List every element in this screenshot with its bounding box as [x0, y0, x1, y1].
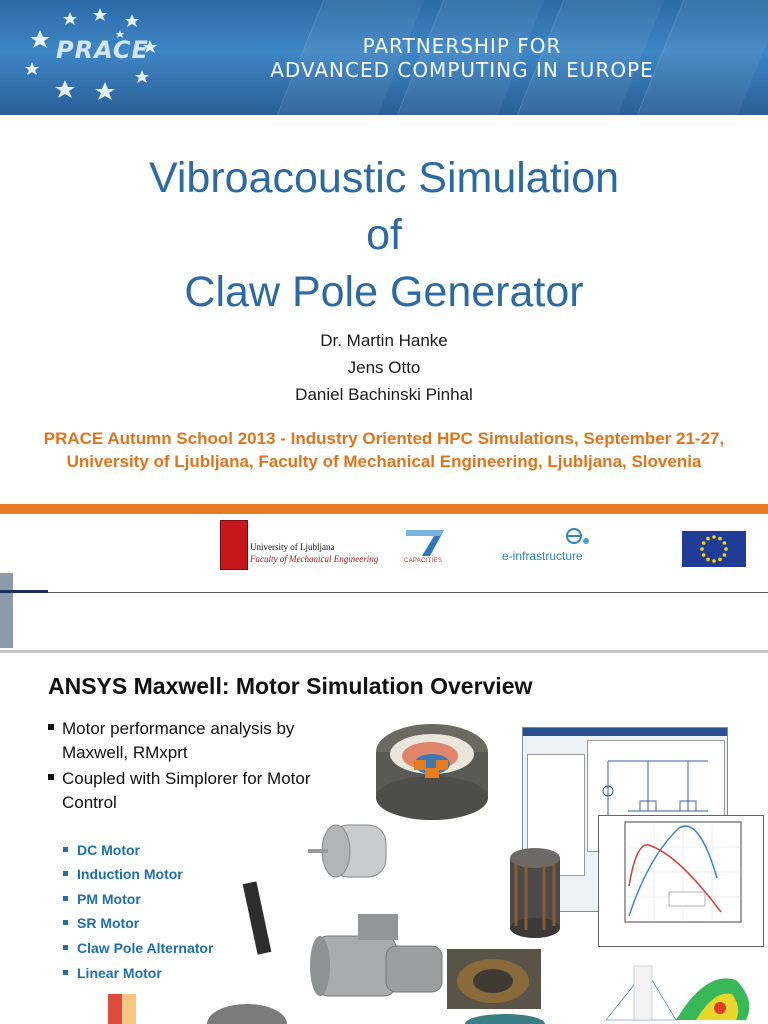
motor-type-item: PM Motor [63, 891, 141, 907]
faculty-name: Faculty of Mechanical Engineering [250, 554, 379, 564]
university-crest-icon [220, 520, 248, 570]
bullet-square-icon [63, 920, 68, 925]
bullet-square-icon [63, 847, 68, 852]
separator-accent [0, 590, 48, 593]
bullet-item: Coupled with Simplorer for Motor Control [48, 767, 310, 815]
claw-pole-image [447, 949, 541, 1009]
bullet-square-icon [63, 945, 68, 950]
prace-banner [0, 0, 768, 115]
stator-image [500, 842, 570, 942]
motor-type-item: Claw Pole Alternator [63, 940, 213, 956]
page-title-line2: of [366, 211, 402, 259]
page-title-line1: Vibroacoustic Simulation [148, 154, 620, 202]
field-plot-image [586, 960, 768, 1024]
author-name: Dr. Martin Hanke [320, 331, 448, 350]
slide-gutter [0, 573, 13, 648]
author-name: Daniel Bachinski Pinhal [295, 385, 473, 404]
motor-type-item: SR Motor [63, 915, 139, 931]
e-infrastructure-icon [502, 527, 602, 549]
university-name: University of Ljubljana [250, 542, 335, 552]
e-infrastructure-label: e-infrastructure [502, 549, 583, 563]
slide-title: ANSYS Maxwell: Motor Simulation Overview [48, 673, 533, 699]
bullet-square-icon [63, 970, 68, 975]
fp7-logo [400, 526, 450, 568]
page-title-line3: Claw Pole Generator [184, 268, 584, 316]
author-name: Jens Otto [347, 358, 421, 377]
banner-title-line2: ADVANCED COMPUTING IN EUROPE [270, 58, 654, 82]
separator-line [0, 592, 768, 593]
mesh-image [104, 990, 184, 1024]
motor-type-item: Linear Motor [63, 965, 162, 981]
eu-stars-icon [682, 531, 746, 567]
banner-title-line1: PARTNERSHIP FOR [362, 34, 562, 58]
bullet-square-icon [63, 871, 68, 876]
university-logo [220, 520, 379, 570]
event-description: PRACE Autumn School 2013 - Industry Oriented HPC Simulations, September 21-27, University of Ljubljana, Faculty of Mechanical Engineering, Ljubljana, Slovenia [43, 429, 725, 471]
bullet-square-icon [48, 724, 54, 730]
prace-logo-text: PRACE [56, 36, 149, 64]
linear-motor-image [232, 878, 302, 958]
induction-motor-image [306, 906, 448, 1006]
bullet-square-icon [63, 896, 68, 901]
dc-motor-image [306, 817, 396, 897]
rotor-image [204, 1002, 290, 1024]
fp7-label: CAPACITIES [404, 558, 443, 564]
bullet-item: Motor performance analysis by Maxwell, RMxprt [48, 717, 294, 765]
eu-flag [682, 531, 746, 567]
motor-type-item: Induction Motor [63, 866, 183, 882]
orange-divider [0, 504, 768, 514]
performance-graph-image [598, 815, 764, 947]
motor-type-item: DC Motor [63, 842, 140, 858]
gear-image [460, 1010, 550, 1024]
motor-cutaway-image [370, 714, 500, 824]
fp7-seven-icon [400, 526, 450, 558]
bullet-square-icon [48, 774, 54, 780]
e-infrastructure-logo [502, 527, 602, 567]
